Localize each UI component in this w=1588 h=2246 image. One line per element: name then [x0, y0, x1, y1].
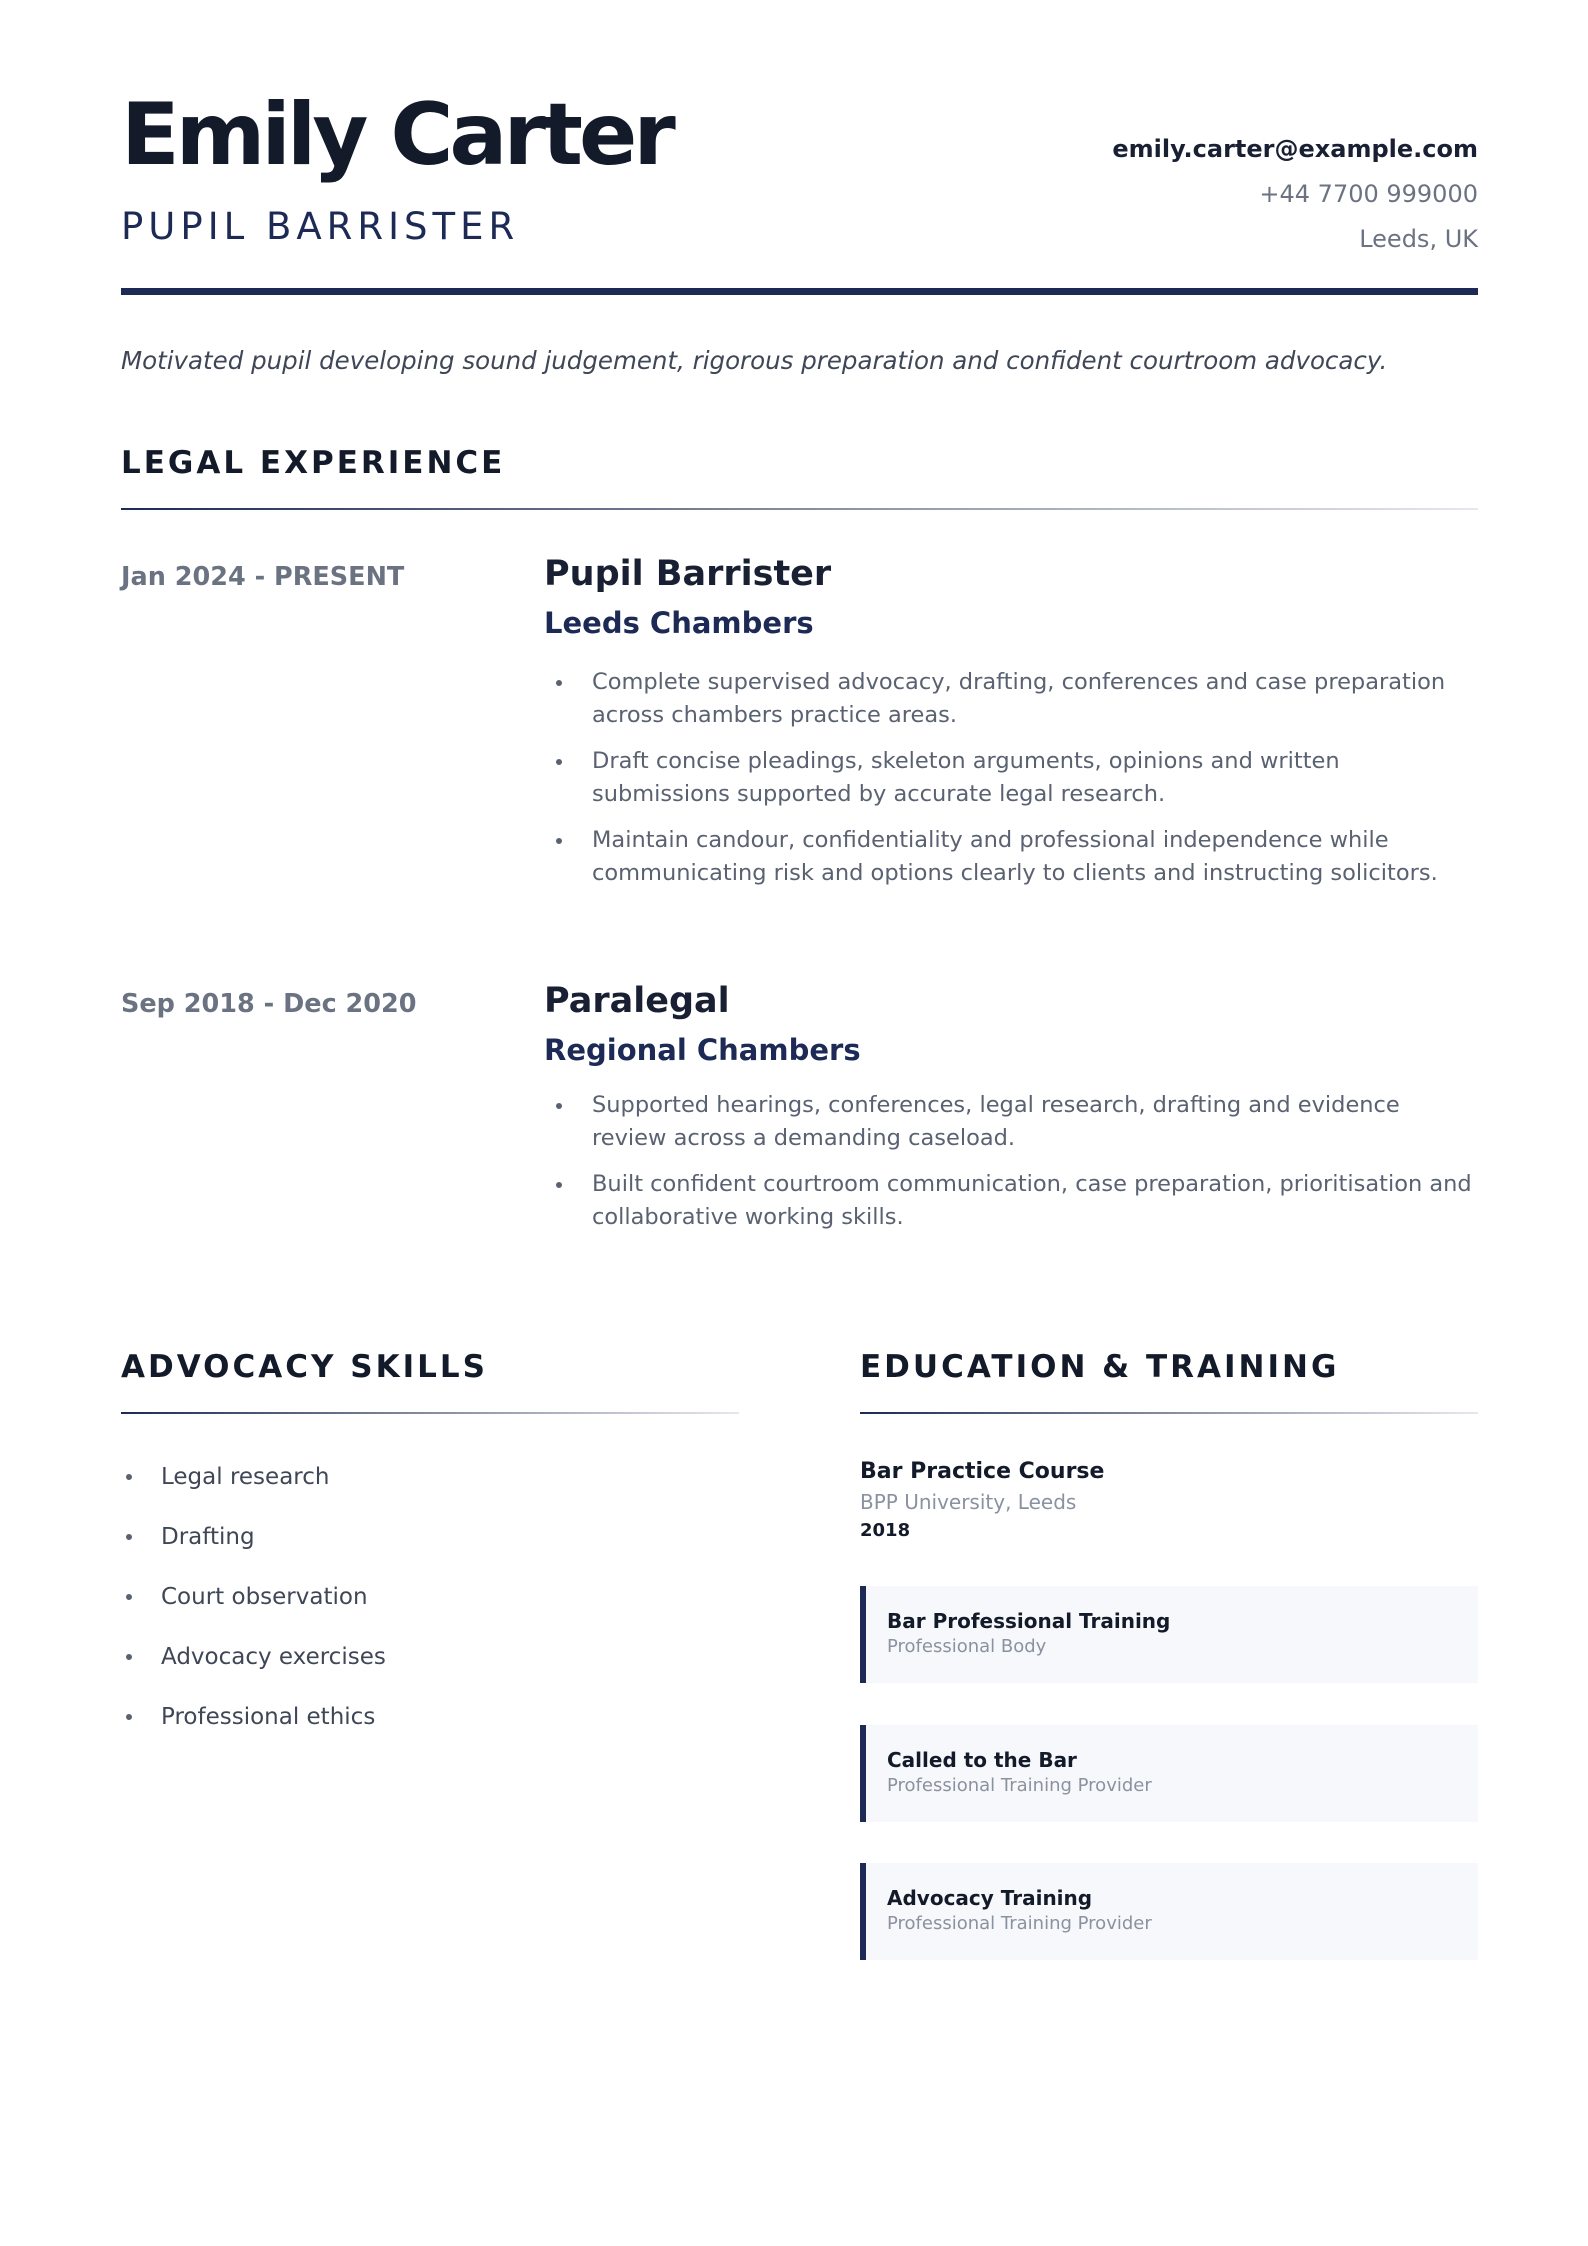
skill-label: Professional ethics [161, 1704, 376, 1730]
responsibility-item [544, 745, 1478, 811]
degree-institution: BPP University, Leeds [860, 1490, 1077, 1514]
bullet-dot-icon [126, 1654, 132, 1660]
job-title: Paralegal [544, 981, 730, 1021]
bullet-dot-icon [556, 1103, 562, 1109]
certification-title: Called to the Bar [887, 1748, 1077, 1772]
experience-heading: LEGAL EXPERIENCE [121, 445, 506, 481]
education-heading: EDUCATION & TRAINING [860, 1349, 1340, 1385]
skill-item [121, 1703, 386, 1763]
education-divider [860, 1412, 1478, 1414]
responsibility-text: Built confident courtroom communication, case preparation, prioritisation and collaborative working skills. [592, 1171, 1472, 1230]
bullet-dot-icon [126, 1714, 132, 1720]
certification-issuer: Professional Training Provider [887, 1775, 1152, 1796]
skills-heading: ADVOCACY SKILLS [121, 1349, 488, 1385]
bullet-dot-icon [556, 838, 562, 844]
responsibility-item [544, 824, 1478, 890]
skill-label: Legal research [161, 1464, 330, 1490]
bullet-dot-icon [126, 1534, 132, 1540]
skills-divider [121, 1412, 739, 1414]
contact-location: Leeds, UK [1359, 225, 1478, 253]
responsibility-text: Draft concise pleadings, skeleton arguments, opinions and written submissions supported by accurate legal research. [592, 748, 1340, 807]
certification-title: Bar Professional Training [887, 1609, 1171, 1633]
degree-title: Bar Practice Course [860, 1459, 1105, 1484]
profile-summary: Motivated pupil developing sound judgement, rigorous preparation and confident courtroom advocacy. [121, 346, 1388, 375]
skill-item [121, 1523, 386, 1583]
skill-item [121, 1583, 386, 1643]
job-company: Regional Chambers [544, 1033, 861, 1067]
bullet-dot-icon [556, 759, 562, 765]
job-title: Pupil Barrister [544, 554, 832, 594]
job-dates: Sep 2018 - Dec 2020 [121, 989, 417, 1019]
degree-entry [860, 1458, 1104, 1544]
responsibility-text: Complete supervised advocacy, drafting, conferences and case preparation across chambers practice areas. [592, 669, 1446, 728]
candidate-role: PUPIL BARRISTER [121, 205, 520, 248]
skill-item [121, 1463, 386, 1523]
skill-item [121, 1643, 386, 1703]
bullet-dot-icon [126, 1474, 132, 1480]
certification-card [860, 1725, 1478, 1822]
responsibility-item [544, 1089, 1478, 1155]
contact-phone: +44 7700 999000 [1259, 180, 1478, 208]
experience-divider [121, 508, 1478, 510]
responsibility-item [544, 1168, 1478, 1234]
skills-list [121, 1463, 386, 1763]
certification-issuer: Professional Training Provider [887, 1913, 1152, 1934]
responsibility-text: Supported hearings, conferences, legal research, drafting and evidence review across a demanding caseload. [592, 1092, 1400, 1151]
skill-label: Drafting [161, 1524, 255, 1550]
job-dates: Jan 2024 - PRESENT [121, 562, 405, 592]
job-responsibilities [544, 666, 1478, 903]
degree-year: 2018 [860, 1520, 911, 1541]
bullet-dot-icon [556, 1182, 562, 1188]
skill-label: Advocacy exercises [161, 1644, 386, 1670]
skill-label: Court observation [161, 1584, 368, 1610]
contact-block [1112, 132, 1478, 267]
certification-title: Advocacy Training [887, 1886, 1093, 1910]
certification-issuer: Professional Body [887, 1636, 1047, 1657]
header-divider [121, 288, 1478, 295]
job-responsibilities [544, 1089, 1478, 1247]
bullet-dot-icon [556, 680, 562, 686]
contact-email[interactable]: emily.carter@example.com [1112, 135, 1478, 163]
certification-card [860, 1586, 1478, 1683]
bullet-dot-icon [126, 1594, 132, 1600]
responsibility-item [544, 666, 1478, 732]
job-company: Leeds Chambers [544, 606, 814, 640]
certification-card [860, 1863, 1478, 1960]
responsibility-text: Maintain candour, confidentiality and professional independence while communicating risk and options clearly to clients and instructing solicitors. [592, 827, 1438, 886]
candidate-name: Emily Carter [121, 85, 672, 185]
